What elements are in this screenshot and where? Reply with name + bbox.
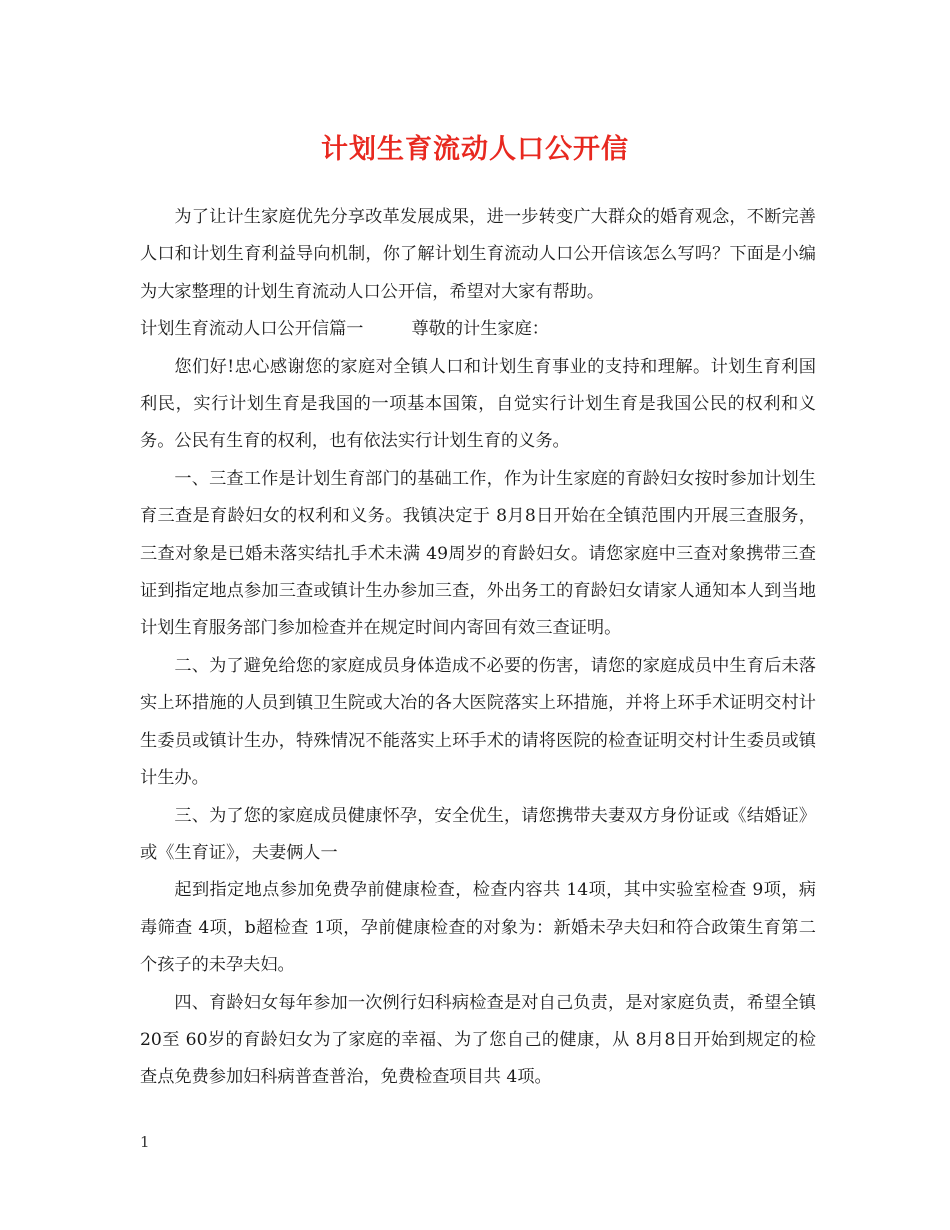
item-3-paragraph-part-a: 三、为了您的家庭成员健康怀孕，安全优生，请您携带夫妻双方身份证或《结婚证》或《生育证》，夫妻俩人一	[140, 805, 816, 863]
page-number: 1	[140, 1133, 150, 1151]
item-4-paragraph: 四、育龄妇女每年参加一次例行妇科病检查是对自己负责，是对家庭负责，希望全镇 20至 60岁的育龄妇女为了家庭的幸福、为了您自己的健康，从 8月8日开始到规定的检查点免费参加妇科病普查普治，免费检查项目共 4项。	[140, 992, 816, 1088]
greeting-paragraph: 您们好!忠心感谢您的家庭对全镇人口和计划生育事业的支持和理解。计划生育利国利民，实行计划生育是我国的一项基本国策，自觉实行计划生育是我国公民的权利和义务。公民有生育的权利，也有依法实行计划生育的义务。	[140, 356, 816, 452]
section-heading: 计划生育流动人口公开信篇一	[140, 319, 364, 340]
item-3-paragraph-part-b: 起到指定地点参加免费孕前健康检查，检查内容共 14项，其中实验室检查 9项，病毒筛查 4项，b超检查 1项，孕前健康检查的对象为：新婚未孕夫妇和符合政策生育第二个孩子的未孕夫妇。	[140, 880, 816, 976]
document-body	[140, 199, 816, 1097]
section-heading-line	[140, 311, 816, 348]
item-2-paragraph: 二、为了避免给您的家庭成员身体造成不必要的伤害，请您的家庭成员中生育后未落实上环措施的人员到镇卫生院或大冶的各大医院落实上环措施，并将上环手术证明交村计生委员或镇计生办，特殊情况不能落实上环手术的请将医院的检查证明交村计生委员或镇计生办。	[140, 655, 816, 789]
item-1-paragraph: 一、三查工作是计划生育部门的基础工作，作为计生家庭的育龄妇女按时参加计划生育三查是育龄妇女的权利和义务。我镇决定于 8月8日开始在全镇范围内开展三查服务，三查对象是已婚未落实结扎手术未满 49周岁的育龄妇女。请您家庭中三查对象携带三查证到指定地点参加三查或镇计生办参加三查，外出务工的育龄妇女请家人通知本人到当地计划生育服务部门参加检查并在规定时间内寄回有效三查证明。	[140, 468, 816, 639]
salutation: 尊敬的计生家庭：	[411, 319, 549, 340]
intro-paragraph: 为了让计生家庭优先分享改革发展成果，进一步转变广大群众的婚育观念，不断完善人口和计划生育利益导向机制，你了解计划生育流动人口公开信该怎么写吗？下面是小编为大家整理的计划生育流动人口公开信，希望对大家有帮助。	[140, 207, 816, 302]
document-title: 计划生育流动人口公开信	[321, 134, 629, 165]
